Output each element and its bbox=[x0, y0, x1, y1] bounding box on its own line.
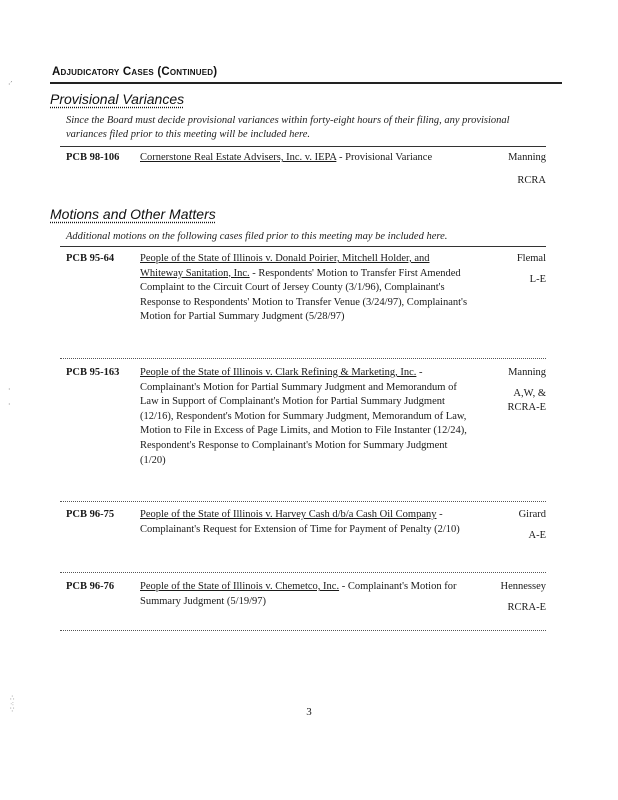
board-member: Hennessey bbox=[500, 581, 546, 592]
case-text bbox=[140, 508, 470, 537]
motions-top-rule bbox=[60, 246, 546, 247]
case-type-code: L-E bbox=[529, 273, 546, 285]
case-title: People of the State of Illinois v. Donald Poirier, Mitchell Holder, and Whiteway Sanitation, Inc. bbox=[140, 253, 430, 279]
case-description: - Complainant's Motion for Summary Judgment (5/19/97) bbox=[140, 581, 457, 607]
case-type-code: A-E bbox=[528, 529, 546, 541]
case-title: People of the State of Illinois v. Chemetco, Inc. bbox=[140, 581, 340, 592]
case-description: - Provisional Variance bbox=[336, 152, 433, 163]
case-title: People of the State of Illinois v. Clark Refining & Marketing, Inc. bbox=[140, 367, 417, 378]
case-assignment bbox=[470, 508, 546, 543]
case-description: - Complainant's Motion for Partial Summary Judgment and Memorandum of Law in Support of Complainant's Motion for Partial Summary Judgment (12/16), Respondent's Motion for Summary Judgment, Memorandum of Law, Motion to File in Excess of Page Limits, and Motion to File Instanter (12/24), Respondent's Response to Complainant's Motion for Summary Judgment (1/20) bbox=[140, 367, 467, 466]
case-divider bbox=[60, 501, 546, 502]
case-number: PCB 96-76 bbox=[66, 581, 115, 592]
provisional-variances-heading: Provisional Variances bbox=[50, 91, 185, 107]
board-member: Manning bbox=[508, 367, 546, 378]
case-assignment bbox=[470, 366, 546, 416]
motions-heading: Motions and Other Matters bbox=[50, 206, 216, 222]
case-description: - Complainant's Request for Extension of Time for Payment of Penalty (2/10) bbox=[140, 509, 460, 535]
case-number: PCB 95-64 bbox=[66, 253, 115, 264]
case-description: - Respondents' Motion to Transfer First Amended Complaint to the Circuit Court of Jersey County (3/1/96), Complainant's Response to Respondents' Motion to Transfer Venue (3/24/97), Complainant's Motion for Partial Summary Judgment (5/28/97) bbox=[140, 267, 468, 323]
scan-speck: ·′ bbox=[8, 80, 13, 89]
case-number: PCB 98-106 bbox=[66, 152, 120, 163]
case-assignment bbox=[470, 252, 546, 287]
case-title: Cornerstone Real Estate Advisers, Inc. v. IEPA bbox=[140, 152, 337, 163]
scan-speck: · bbox=[8, 385, 11, 394]
board-member: Manning bbox=[508, 152, 546, 163]
header-rule bbox=[50, 82, 562, 84]
case-text bbox=[140, 580, 470, 609]
case-text bbox=[140, 252, 470, 325]
case-divider bbox=[60, 630, 546, 631]
provisional-top-rule bbox=[60, 146, 546, 147]
provisional-variances-note: Since the Board must decide provisional variances within forty-eight hours of their filing, any provisional variances filed prior to this meeting will be included here. bbox=[66, 115, 510, 140]
board-member: Girard bbox=[518, 509, 546, 520]
case-title: People of the State of Illinois v. Harvey Cash d/b/a Cash Oil Company bbox=[140, 509, 437, 520]
motions-note: Additional motions on the following cases filed prior to this meeting may be included here. bbox=[66, 231, 448, 242]
case-type-code: RCRA-E bbox=[507, 601, 546, 613]
case-number: PCB 96-75 bbox=[66, 509, 115, 520]
case-type-code: RCRA bbox=[517, 174, 546, 186]
case-type-code: A,W, & RCRA-E bbox=[507, 387, 546, 414]
case-assignment bbox=[470, 151, 546, 188]
section-header: Adjudicatory Cases (Continued) bbox=[52, 66, 218, 78]
case-number: PCB 95-163 bbox=[66, 367, 120, 378]
case-assignment bbox=[470, 580, 546, 615]
board-member: Flemal bbox=[516, 253, 546, 264]
case-text bbox=[140, 151, 470, 166]
case-divider bbox=[60, 358, 546, 359]
case-divider bbox=[60, 572, 546, 573]
case-text bbox=[140, 366, 470, 468]
scan-speck: ∴ ⁖ ∵ bbox=[10, 694, 15, 714]
page-number: 3 bbox=[306, 706, 312, 718]
scan-speck: · bbox=[8, 400, 11, 409]
